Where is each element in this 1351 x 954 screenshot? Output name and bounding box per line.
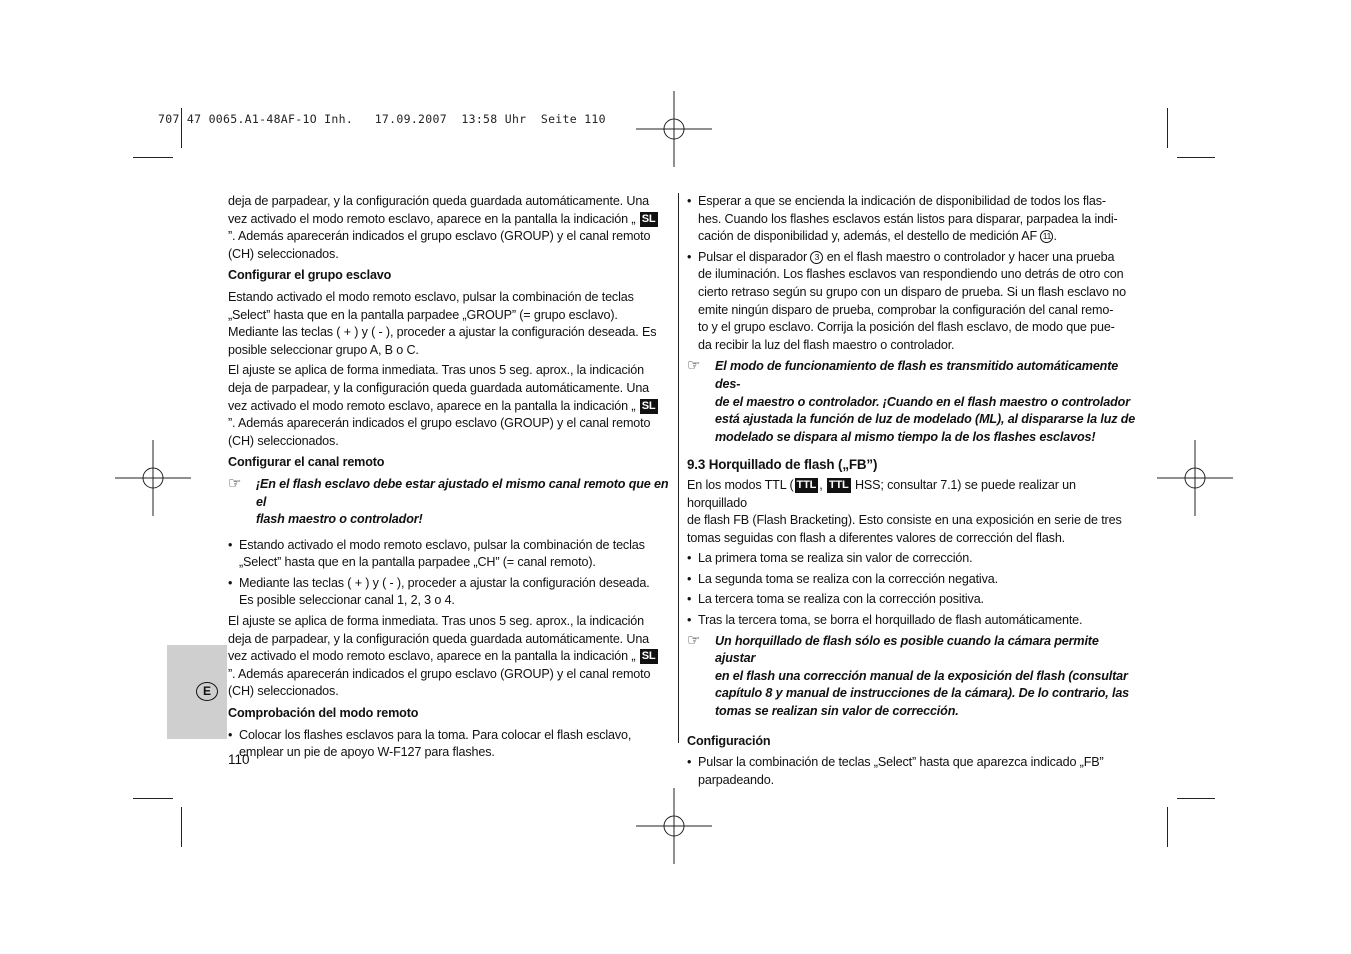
text-line: (CH) seleccionados. — [228, 433, 339, 448]
text-line: tomas seguidas con flash a diferentes valores de corrección del flash. — [687, 530, 1066, 545]
text-line: deja de parpadear, y la configuración queda guardada automáticamente. Una — [228, 631, 650, 646]
text-line: Estando activado el modo remoto esclavo, pulsar la combinación de teclas — [228, 289, 634, 304]
list-item — [687, 550, 1137, 568]
list-item — [687, 754, 1137, 789]
sl-badge: SL — [641, 212, 656, 225]
registration-mark-bottom — [636, 788, 712, 864]
list-item — [228, 537, 673, 572]
crop-mark — [1167, 108, 1168, 148]
heading-canal-remoto: Configurar el canal remoto — [228, 455, 385, 470]
left-column — [228, 193, 673, 762]
text-line: de iluminación. Los flashes esclavos van respondiendo uno detrás de otro con — [698, 267, 1124, 282]
note — [687, 358, 1137, 446]
text-line: da recibir la luz del flash maestro o controlador. — [698, 337, 955, 352]
text-line: posible seleccionar grupo A, B o C. — [228, 342, 419, 357]
text-line: La tercera toma se realiza con la corrección positiva. — [698, 592, 984, 607]
list-item — [228, 575, 673, 610]
pointing-hand-icon: ☞ — [687, 631, 701, 649]
heading-configuracion: Configuración — [687, 733, 771, 748]
text-line: En los modos TTL ( TTL , TTL HSS; consultar 7.1) se puede realizar un horquillado — [687, 477, 1076, 510]
text-line: El ajuste se aplica de forma inmediata. Tras unos 5 seg. aprox., la indicación — [228, 614, 645, 629]
text-line: vez activado el modo remoto esclavo, aparece en la pantalla la indicación „ SL — [228, 649, 656, 664]
sl-badge: SL — [641, 399, 656, 412]
note-line: El modo de funcionamiento de flash es transmitido automáticamente des- — [715, 359, 1119, 391]
note-line: modelado se dispara al mismo tiempo la de los flashes esclavos! — [715, 429, 1096, 444]
bullet: • — [687, 613, 692, 628]
text-line: Mediante las teclas ( + ) y ( - ), proceder a ajustar la configuración deseada. Es — [228, 325, 657, 340]
bullet: • — [228, 727, 233, 742]
text-line: de flash FB (Flash Bracketing). Esto consiste en una exposición en serie de tres — [687, 513, 1122, 528]
text-line: Tras la tercera toma, se borra el horquillado de flash automáticamente. — [698, 613, 1083, 628]
crop-mark — [1177, 798, 1215, 799]
text-line: cación de disponibilidad y, además, el destello de medición AF 11 . — [698, 229, 1057, 244]
text-line: ”. Además aparecerán indicados el grupo esclavo (GROUP) y el canal remoto — [228, 229, 651, 244]
bullet: • — [228, 537, 233, 552]
list-item — [687, 591, 1137, 609]
text-line: (CH) seleccionados. — [228, 246, 339, 261]
text-line: emplear un pie de apoyo W-F127 para flashes. — [239, 745, 495, 760]
crop-mark — [133, 157, 173, 158]
text-line: parpadeando. — [698, 772, 774, 787]
note-line: está ajustada la función de luz de modelado (ML), al dispararse la luz de — [715, 412, 1136, 427]
registration-mark-top — [636, 91, 712, 167]
right-column — [687, 193, 1137, 789]
pointing-hand-icon: ☞ — [228, 474, 242, 492]
pointing-hand-icon: ☞ — [687, 357, 701, 375]
crop-mark — [1177, 157, 1215, 158]
text-line: Estando activado el modo remoto esclavo, pulsar la combinación de teclas — [239, 537, 645, 552]
heading-grupo-esclavo: Configurar el grupo esclavo — [228, 268, 392, 283]
text-line: vez activado el modo remoto esclavo, aparece en la pantalla la indicación „ SL — [228, 398, 656, 413]
crop-mark — [133, 798, 173, 799]
list-item — [687, 612, 1137, 630]
crop-mark — [181, 807, 182, 847]
heading-comprobacion: Comprobación del modo remoto — [228, 706, 419, 721]
text-line: Es posible seleccionar canal 1, 2, 3 o 4. — [239, 593, 455, 608]
registration-mark-left — [115, 440, 191, 516]
text-line: Pulsar el disparador 3 en el flash maestro o controlador y hacer una prueba — [698, 249, 1115, 264]
list-item — [687, 193, 1137, 246]
crop-mark — [1167, 807, 1168, 847]
bullet: • — [228, 575, 233, 590]
text-line: emite ningún disparo de prueba, comprobar la configuración del canal remo- — [698, 302, 1114, 317]
text-line: Pulsar la combinación de teclas „Select” hasta que aparezca indicado „FB” — [698, 755, 1104, 770]
bullet: • — [687, 571, 692, 586]
note — [687, 633, 1137, 721]
column-divider — [678, 193, 679, 743]
note-line: tomas se realizan sin valor de corrección. — [715, 704, 959, 719]
text-line: Mediante las teclas ( + ) y ( - ), proceder a ajustar la configuración deseada. — [239, 575, 650, 590]
ttl-badge: TTL — [796, 478, 817, 491]
bullet: • — [687, 755, 692, 770]
text-line: El ajuste se aplica de forma inmediata. Tras unos 5 seg. aprox., la indicación — [228, 363, 645, 378]
bullet: • — [687, 592, 692, 607]
note — [228, 476, 673, 529]
circled-number: 11 — [1040, 230, 1053, 243]
text-line: deja de parpadear, y la configuración queda guardada automáticamente. Una — [228, 194, 650, 208]
note-line: flash maestro o controlador! — [256, 512, 423, 527]
bullet: • — [687, 194, 692, 208]
bullet: • — [687, 249, 692, 264]
language-tab-letter: E — [196, 682, 218, 701]
text-line: (CH) seleccionados. — [228, 684, 339, 699]
text-line: ”. Además aparecerán indicados el grupo esclavo (GROUP) y el canal remoto — [228, 416, 651, 431]
text-line: Colocar los flashes esclavos para la toma. Para colocar el flash esclavo, — [239, 727, 632, 742]
text-line: cierto retraso según su grupo con un disparo de prueba. Si un flash esclavo no — [698, 284, 1126, 299]
list-item — [687, 249, 1137, 355]
bullet: • — [687, 551, 692, 566]
text-line: hes. Cuando los flashes esclavos están listos para disparar, parpadea la indi- — [698, 211, 1118, 226]
note-line: Un horquillado de flash sólo es posible cuando la cámara permite ajustar — [715, 633, 1099, 666]
list-item — [228, 727, 673, 762]
note-line: ¡En el flash esclavo debe estar ajustado el mismo canal remoto que en el — [256, 476, 669, 509]
text-line: La primera toma se realiza sin valor de corrección. — [698, 551, 973, 566]
text-line: ”. Además aparecerán indicados el grupo esclavo (GROUP) y el canal remoto — [228, 666, 651, 681]
text-line: Esperar a que se encienda la indicación de disponibilidad de todos los flas- — [698, 194, 1106, 208]
text-line: vez activado el modo remoto esclavo, aparece en la pantalla la indicación „ SL — [228, 211, 656, 226]
note-line: capítulo 8 y manual de instrucciones de la cámara). De lo contrario, las — [715, 686, 1130, 701]
text-line: deja de parpadear, y la configuración queda guardada automáticamente. Una — [228, 380, 650, 395]
note-line: de el maestro o controlador. ¡Cuando en el flash maestro o controlador — [715, 394, 1130, 409]
circled-number: 3 — [810, 251, 823, 264]
registration-mark-right — [1157, 440, 1233, 516]
note-line: en el flash una corrección manual de la exposición del flash (consultar — [715, 668, 1128, 683]
list-item — [687, 571, 1137, 589]
sl-badge: SL — [641, 650, 656, 663]
text-line: „Select” hasta que en la pantalla parpadee „GROUP” (= grupo esclavo). — [228, 307, 618, 322]
text-line: to y el grupo esclavo. Corrija la posición del flash esclavo, de modo que pue- — [698, 320, 1115, 335]
text-line: La segunda toma se realiza con la corrección negativa. — [698, 571, 998, 586]
page-number: 110 — [228, 752, 250, 767]
section-title: 9.3 Horquillado de flash („FB”) — [687, 457, 878, 473]
ttl-badge: TTL — [828, 478, 849, 491]
print-header: 707 47 0065.A1-48AF-1O Inh. 17.09.2007 13:58 Uhr Seite 110 — [158, 112, 606, 126]
text-line: „Select” hasta que en la pantalla parpadee „CH” (= canal remoto). — [239, 555, 596, 570]
